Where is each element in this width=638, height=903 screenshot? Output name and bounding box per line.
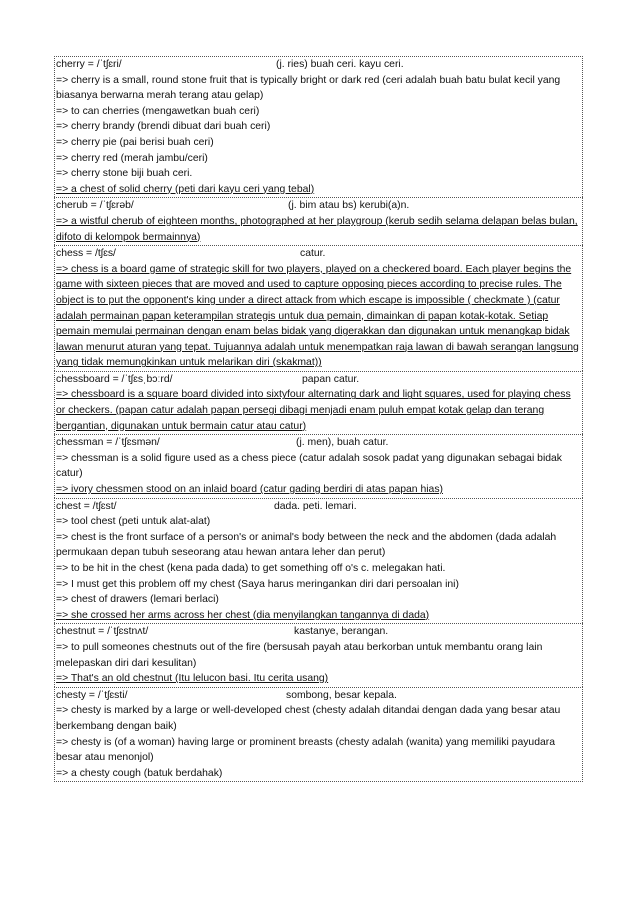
entry-header — [56, 198, 581, 214]
entry-example-line: => chesty is (of a woman) having large or prominent breasts (chesty adalah (wanita) yang memiliki payudara besar atau menonjol) — [56, 736, 555, 764]
entry-example-line: => cherry stone biji buah ceri. — [56, 168, 193, 180]
dictionary-entry — [54, 434, 583, 497]
entry-meaning: papan catur. — [302, 373, 360, 385]
entry-header — [56, 435, 581, 451]
entry-example-line: => tool chest (peti untuk alat-alat) — [56, 516, 211, 528]
entry-example-line: => chest is the front surface of a person's or animal's body between the neck and the abdomen (dada adalah permukaan depan tubuh seseorang atau hewan antara leher dan perut) — [56, 531, 557, 559]
entry-headword: chest = /tʃɛst/ — [56, 500, 117, 512]
entry-example-line: => cherry brandy (brendi dibuat dari buah ceri) — [56, 121, 271, 133]
entry-example-line: => to pull someones chestnuts out of the fire (bersusah payah atau berkorban untuk membantu orang lain melepaskan diri dari kesulitan) — [56, 641, 543, 669]
dictionary-entry — [54, 498, 583, 624]
entry-header — [56, 499, 581, 515]
dictionary-entry — [54, 245, 583, 371]
entry-example-line: => to be hit in the chest (kena pada dada) to get something off o's c. melegakan hati. — [56, 563, 446, 574]
entry-example-line: => chessman is a solid figure used as a chess piece (catur adalah sosok padat yang digunakan sebagai bidak catur) — [56, 452, 563, 480]
entry-meaning: catur. — [300, 248, 326, 260]
entry-example-line: => chest of drawers (lemari berlaci) — [56, 594, 219, 606]
entry-meaning: sombong, besar kepala. — [286, 689, 397, 701]
entry-header — [56, 57, 581, 73]
entry-headword: chessman = /ˈtʃɛsmən/ — [56, 437, 160, 449]
entry-example-line: => cherry red (merah jambu/ceri) — [56, 152, 208, 164]
entry-meaning: (j. men), buah catur. — [296, 437, 389, 449]
entry-header — [56, 372, 581, 388]
entry-example-line: => a wistful cherub of eighteen months, photographed at her playgroup (kerub sedih selama delapan belas bulan, difoto di kelompok bermainnya) — [56, 215, 578, 243]
entry-example-line: => That's an old chestnut (Itu lelucon basi. Itu cerita usang) — [56, 673, 329, 685]
dictionary-entry — [54, 687, 583, 783]
entry-meaning: kastanye, berangan. — [294, 626, 389, 638]
entry-example-line: => I must get this problem off my chest (Saya harus meringankan diri dari persoalan ini) — [56, 578, 459, 590]
dictionary-entry — [54, 56, 583, 197]
entry-headword: cherry = /ˈtʃɛri/ — [56, 59, 122, 70]
entry-example-line: => chessboard is a square board divided into sixtyfour alternating dark and light squares, used for playing chess or checkers. (papan catur adalah papan persegi dibagi menjadi enam puluh empat kotak gelap dan terang bergantian, digunakan untuk bermain catur atau catur) — [56, 389, 571, 432]
entry-example-line: => ivory chessmen stood on an inlaid board (catur gading berdiri di atas papan hias) — [56, 484, 443, 496]
entry-header — [56, 624, 581, 640]
entry-example-line: => cherry is a small, round stone fruit that is typically bright or dark red (ceri adalah buah batu bulat kecil yang biasanya berwarna merah terang atau gelap) — [56, 74, 561, 102]
entry-meaning: dada. peti. lemari. — [274, 500, 357, 512]
entry-headword: chessboard = /ˈtʃɛsˌbɔːrd/ — [56, 373, 173, 385]
dictionary-page — [54, 56, 583, 782]
entry-headword: chesty = /ˈtʃɛsti/ — [56, 689, 128, 701]
entry-example-line: => a chesty cough (batuk berdahak) — [56, 767, 223, 779]
entry-example-line: => a chest of solid cherry (peti dari kayu ceri yang tebal) — [56, 183, 315, 195]
entry-headword: chess = /tʃɛs/ — [56, 248, 116, 260]
entry-example-line: => chess is a board game of strategic skill for two players, played on a checkered board. Each player begins the game with sixteen pieces that are moved and used to capture opposing pieces according to precise rules. The object is to put the opponent's king under a direct attack from which escape is impossible ( checkmate ) (catur adalah permainan papan keterampilan strategis untuk dua pemain, dimainkan di papan kotak-kotak. Setiap pemain memulai permainan dengan enam belas bidak yang digerakkan dan digunakan untuk menangkap bidak lawan menurut aturan yang tepat. Tujuannya adalah untuk menempatkan raja lawan di bawah serangan langsung yang tidak memungkinkan untuk melarikan diri (skakmat)) — [56, 263, 579, 369]
entry-headword: chestnut = /ˈtʃɛstnʌt/ — [56, 626, 149, 638]
entry-meaning: (j. bim atau bs) kerubi(a)n. — [288, 200, 410, 212]
entry-example-line: => chesty is marked by a large or well-developed chest (chesty adalah ditandai dengan dada yang besar atau berkembang dengan baik) — [56, 705, 561, 732]
entry-header — [56, 688, 581, 704]
entry-meaning: (j. ries) buah ceri. kayu ceri. — [276, 59, 404, 70]
entry-example-line: => cherry pie (pai berisi buah ceri) — [56, 136, 214, 148]
entry-example-line: => she crossed her arms across her chest (dia menyilangkan tangannya di dada) — [56, 609, 430, 621]
entry-header — [56, 246, 581, 262]
dictionary-entry — [54, 197, 583, 245]
entry-headword: cherub = /ˈtʃɛrəb/ — [56, 200, 134, 212]
dictionary-entry — [54, 623, 583, 686]
dictionary-entry — [54, 371, 583, 434]
entry-example-line: => to can cherries (mengawetkan buah ceri) — [56, 105, 260, 117]
